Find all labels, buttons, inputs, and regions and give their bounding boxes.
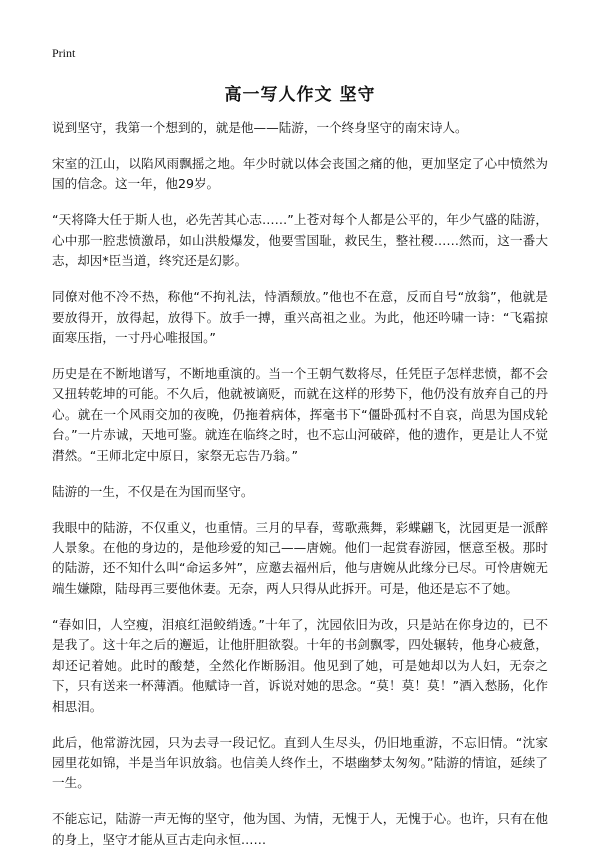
paragraph: 同僚对他不冷不热，称他“不拘礼法，恃酒颓放。”他也不在意，反而自号“放翁”，他就是要放得开，放得起，放得下。放手一搏，重兴高祖之业。为此，他还吟啸一诗：“飞霜掠面寒压指，一寸丹心唯报国。” (52, 289, 548, 346)
print-link[interactable]: Print (52, 46, 76, 60)
paragraph: 历史是在不断地谱写，不断地重演的。当一个王朝气数将尽，任凭臣子怎样悲愤，都不会又扭转乾坤的可能。不久后，他就被谪贬，而就在这样的形势下，他仍没有放弃自己的丹心。就在一个风雨交加的夜晚，仍拖着病体，挥毫书下“僵卧孤村不自哀，尚思为国戍轮台。”一片赤诚，天地可鉴。就连在临终之时，也不忘山河破碎，他的遗作，更是让人不觉潸然。“王师北定中原日，家祭无忘告乃翁。” (52, 366, 548, 463)
paragraph: 此后，他常游沈园，只为去寻一段记忆。直到人生尽头，仍旧地重游，不忘旧情。“沈家园里花如锦，半是当年识放翁。也信美人终作土，不堪幽梦太匆匆。”陆游的情谊，延续了一生。 (52, 734, 548, 791)
paragraph: “天将降大任于斯人也，必先苦其心志……”上苍对每个人都是公平的，年少气盛的陆游，心中那一腔悲愤激昂，如山洪般爆发，他要雪国耻，救民生，整社稷……然而，这一番大志，却因*臣当道，终究还是幻影。 (52, 212, 548, 269)
paragraph: 说到坚守，我第一个想到的，就是他——陆游，一个终身坚守的南宋诗人。 (52, 120, 468, 135)
paragraph: 宋室的江山，以陷风雨飘摇之地。年少时就以体会丧国之痛的他，更加坚定了心中愤然为国的信念。这一年，他29岁。 (52, 156, 548, 192)
paragraph: 不能忘记，陆游一声无悔的坚守，他为国、为情，无愧于人，无愧于心。也许，只有在他的身上，坚守才能从亘古走向永恒…… (52, 811, 548, 847)
paragraph: “春如旧，人空瘦，泪痕红浥鲛绡透。”十年了，沈园依旧为改，只是站在你身边的，已不是我了。这十年之后的邂逅，让他肝胆欲裂。十年的书剑飘零，四处辗转，他身心疲惫，却还记着她。此时的酸楚，全然化作断肠泪。他见到了她，可是她却以为人妇，无奈之下，只有送来一杯薄酒。他赋诗一首，诉说对她的思念。“莫！莫！莫！”酒入愁肠，化作相思泪。 (52, 616, 548, 714)
page-title: 高一写人作文 坚守 (224, 85, 376, 105)
article-body (52, 118, 548, 866)
paragraph: 我眼中的陆游，不仅重义，也重情。三月的早春，莺歌燕舞，彩蝶翩飞，沈园更是一派醉人景象。在他的身边的，是他珍爱的知己——唐婉。他们一起赏春游园，惬意至极。那时的陆游，还不知什么叫“命运多舛”，应邀去福州后，他与唐婉从此缘分已尽。可怜唐婉无端生嫌隙，陆母再三要他休妻。无奈，两人只得从此拆开。可是，他还是忘不了她。 (52, 519, 548, 596)
paragraph: 陆游的一生，不仅是在为国而坚守。 (52, 483, 254, 499)
